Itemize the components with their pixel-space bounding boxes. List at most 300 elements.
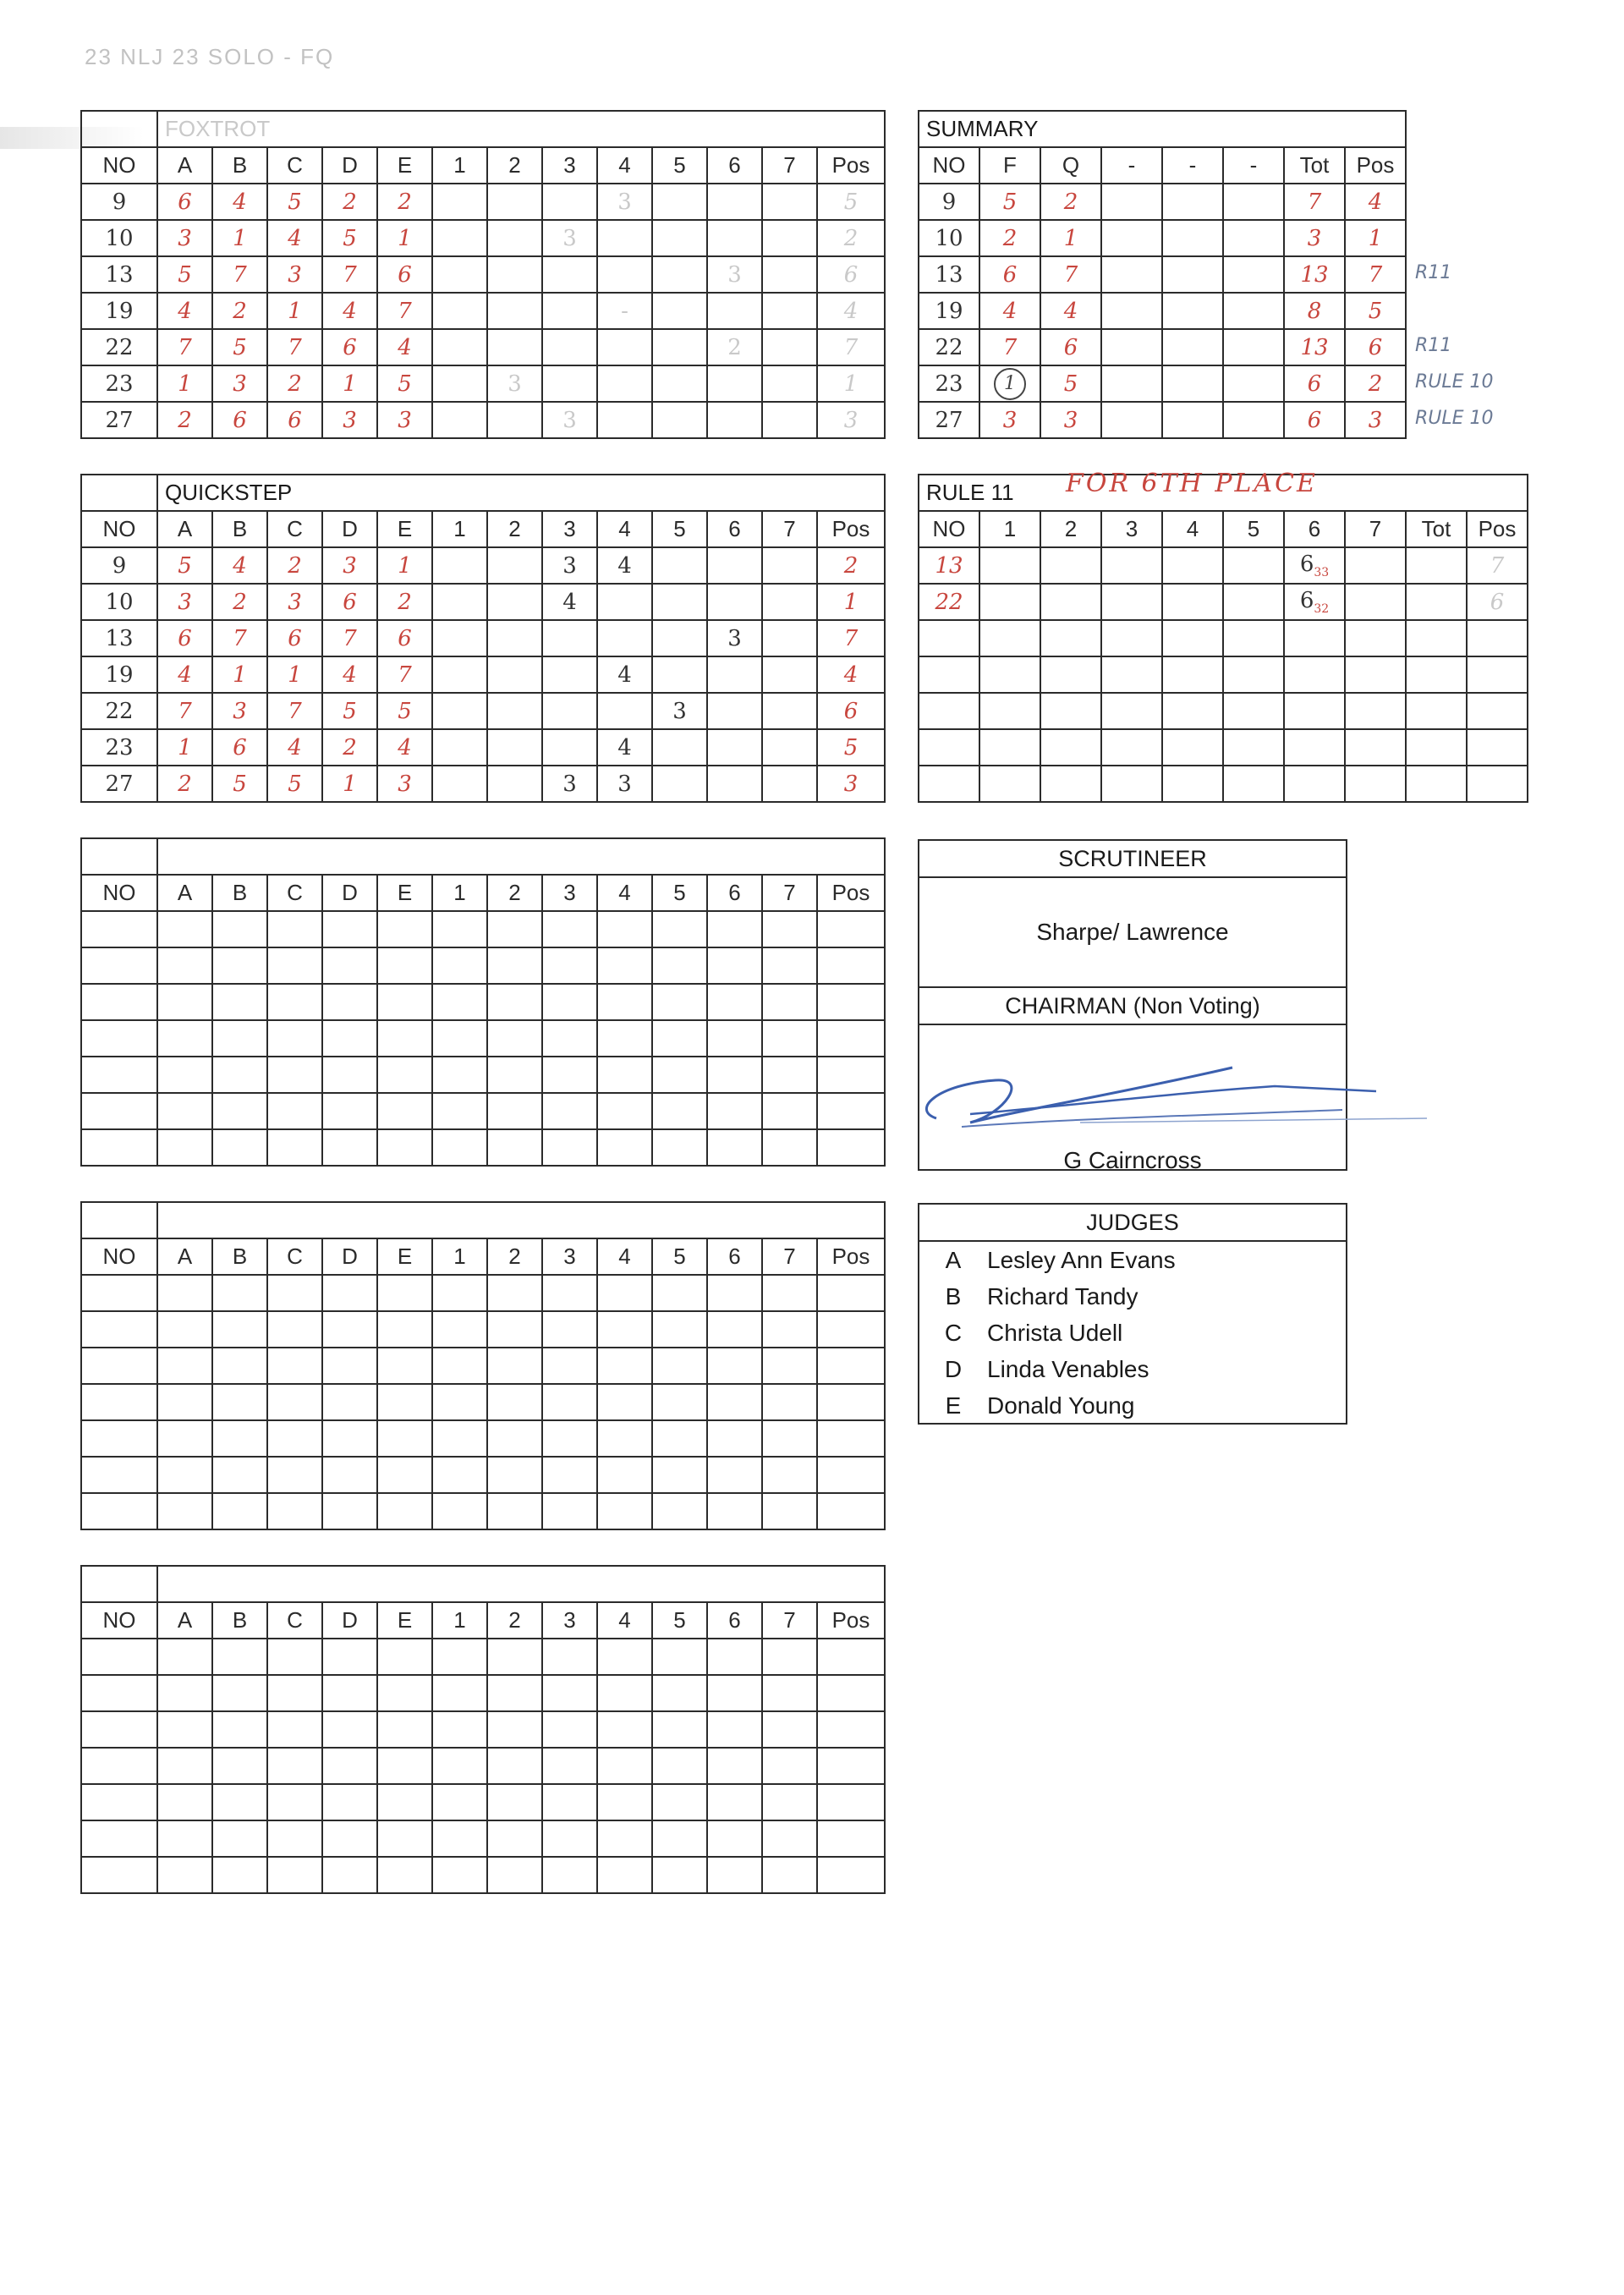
couple-number: 19 xyxy=(81,293,157,329)
chairman-label: CHAIRMAN (Non Voting) xyxy=(919,988,1346,1025)
empty-cell xyxy=(212,1857,267,1893)
empty-cell xyxy=(652,1384,707,1420)
couple-number: 27 xyxy=(919,402,979,438)
empty-cell xyxy=(707,911,762,947)
column-header: B xyxy=(212,1602,267,1639)
place-count xyxy=(762,256,817,293)
judge-mark: 1 xyxy=(157,729,212,766)
foxtrot-table xyxy=(80,110,886,439)
place-count xyxy=(1162,656,1223,693)
empty-cell xyxy=(81,1784,157,1820)
judge-name: Donald Young xyxy=(987,1392,1135,1419)
column-header: 4 xyxy=(597,147,652,184)
judge-mark: 3 xyxy=(157,220,212,256)
foxtrot-place: 7 xyxy=(979,329,1040,365)
judge-mark: 7 xyxy=(267,693,322,729)
position-cell: 2 xyxy=(817,220,885,256)
empty-cell xyxy=(432,1275,487,1311)
empty-cell xyxy=(212,1057,267,1093)
place-count xyxy=(1040,620,1101,656)
empty-cell xyxy=(81,1057,157,1093)
place-count xyxy=(542,729,597,766)
couple-number: 13 xyxy=(919,547,979,584)
empty-cell xyxy=(81,1857,157,1893)
empty-cell xyxy=(597,1748,652,1784)
place-count xyxy=(762,620,817,656)
empty-cell xyxy=(762,1675,817,1711)
empty-cell xyxy=(762,1784,817,1820)
judge-name: Richard Tandy xyxy=(987,1282,1138,1309)
place-count xyxy=(652,584,707,620)
couple-number: 9 xyxy=(81,184,157,220)
empty-title-cell xyxy=(157,838,885,875)
empty-cell xyxy=(762,911,817,947)
empty-cell xyxy=(322,1311,377,1348)
rule11-row xyxy=(919,766,1528,802)
couple-row xyxy=(81,656,885,693)
summary-row xyxy=(919,220,1406,256)
empty-cell xyxy=(157,1275,212,1311)
couple-number: 27 xyxy=(81,402,157,438)
empty-cell xyxy=(267,1348,322,1384)
empty-cell xyxy=(817,1675,885,1711)
column-header: 5 xyxy=(652,511,707,547)
empty-cell xyxy=(432,1093,487,1129)
column-header: F xyxy=(979,147,1040,184)
judge-mark: 5 xyxy=(322,220,377,256)
empty-cell xyxy=(597,1675,652,1711)
place-count xyxy=(979,729,1040,766)
column-header: 2 xyxy=(1040,511,1101,547)
empty-cell xyxy=(157,1493,212,1529)
total-cell xyxy=(1406,729,1467,766)
column-header: E xyxy=(377,511,432,547)
judge-mark: 3 xyxy=(267,584,322,620)
rule11-row xyxy=(919,693,1528,729)
judge-mark: 2 xyxy=(267,365,322,402)
place-count xyxy=(707,547,762,584)
place-count xyxy=(1223,729,1284,766)
empty-cell xyxy=(157,1129,212,1166)
empty-cell xyxy=(487,984,542,1020)
empty-cell xyxy=(157,911,212,947)
summary-row xyxy=(919,293,1406,329)
judge-mark: 3 xyxy=(212,693,267,729)
judge-mark: 2 xyxy=(377,184,432,220)
place-count xyxy=(652,620,707,656)
empty-cell xyxy=(267,1311,322,1348)
column-header: B xyxy=(212,147,267,184)
empty-cell xyxy=(1101,184,1162,220)
empty-cell xyxy=(487,1093,542,1129)
empty-cell xyxy=(432,1311,487,1348)
empty-cell xyxy=(212,1093,267,1129)
total-cell xyxy=(1406,620,1467,656)
place-count xyxy=(1040,766,1101,802)
judge-entry xyxy=(919,1387,1346,1424)
empty-cell xyxy=(707,1493,762,1529)
empty-cell xyxy=(487,1820,542,1857)
empty-cell xyxy=(1101,293,1162,329)
judge-mark: 1 xyxy=(267,293,322,329)
empty-cell xyxy=(81,1093,157,1129)
empty-cell xyxy=(1223,365,1284,402)
judge-mark: 7 xyxy=(212,620,267,656)
total-cell: 13 xyxy=(1284,329,1345,365)
empty-cell xyxy=(432,1384,487,1420)
empty-cell xyxy=(817,1784,885,1820)
empty-cell xyxy=(267,1639,322,1675)
judge-mark: 6 xyxy=(377,256,432,293)
empty-cell xyxy=(322,1384,377,1420)
place-count xyxy=(1040,547,1101,584)
place-count xyxy=(597,256,652,293)
place-count: $6_{32}$ xyxy=(1284,584,1345,620)
empty-cell xyxy=(157,1420,212,1457)
empty-title-cell xyxy=(157,1566,885,1602)
position-cell: 7 xyxy=(1467,547,1528,584)
empty-cell xyxy=(597,1384,652,1420)
empty-cell xyxy=(652,1493,707,1529)
judge-mark: 1 xyxy=(157,365,212,402)
place-count: 3 xyxy=(542,547,597,584)
place-count xyxy=(1223,620,1284,656)
empty-cell xyxy=(377,1275,432,1311)
rule11-row xyxy=(919,656,1528,693)
judge-mark: 7 xyxy=(322,256,377,293)
empty-cell xyxy=(487,1129,542,1166)
blank-row xyxy=(81,984,885,1020)
judge-mark: 1 xyxy=(377,220,432,256)
column-header: NO xyxy=(81,1602,157,1639)
empty-cell xyxy=(157,947,212,984)
dance-title: QUICKSTEP xyxy=(157,475,885,511)
column-header: 6 xyxy=(1284,511,1345,547)
place-count xyxy=(432,693,487,729)
judge-name: Lesley Ann Evans xyxy=(987,1246,1176,1273)
judge-mark: 6 xyxy=(157,184,212,220)
total-cell: 8 xyxy=(1284,293,1345,329)
column-header: B xyxy=(212,511,267,547)
position-cell: 2 xyxy=(817,547,885,584)
judge-mark: 6 xyxy=(322,584,377,620)
column-header: 4 xyxy=(597,511,652,547)
empty-cell xyxy=(377,984,432,1020)
judge-mark: 3 xyxy=(212,365,267,402)
place-count xyxy=(597,584,652,620)
empty-cell xyxy=(542,1129,597,1166)
place-count xyxy=(1345,693,1406,729)
judge-letter: D xyxy=(944,1355,963,1382)
column-header: 3 xyxy=(542,1238,597,1275)
judge-mark: 4 xyxy=(377,729,432,766)
blank-grid-3 xyxy=(80,1565,886,1894)
empty-cell xyxy=(432,1748,487,1784)
empty-cell xyxy=(81,838,157,875)
empty-cell xyxy=(542,1493,597,1529)
final-position: 1 xyxy=(1345,220,1406,256)
empty-cell xyxy=(432,1457,487,1493)
empty-cell xyxy=(597,1129,652,1166)
empty-cell xyxy=(597,1311,652,1348)
empty-cell xyxy=(377,1311,432,1348)
couple-row xyxy=(81,729,885,766)
column-header: 2 xyxy=(487,1602,542,1639)
column-header: 3 xyxy=(1101,511,1162,547)
empty-cell xyxy=(322,1784,377,1820)
total-cell xyxy=(1406,584,1467,620)
position-cell: 1 xyxy=(817,365,885,402)
place-count xyxy=(542,656,597,693)
judge-mark: 4 xyxy=(157,293,212,329)
column-header: 7 xyxy=(762,511,817,547)
empty-cell xyxy=(81,1020,157,1057)
empty-cell xyxy=(652,1675,707,1711)
empty-cell xyxy=(542,1457,597,1493)
position-cell: 4 xyxy=(817,293,885,329)
place-count: 3 xyxy=(487,365,542,402)
judge-mark: 2 xyxy=(267,547,322,584)
empty-cell xyxy=(432,1711,487,1748)
empty-title-cell xyxy=(157,1202,885,1238)
empty-cell xyxy=(762,1384,817,1420)
empty-cell xyxy=(762,1020,817,1057)
empty-cell xyxy=(652,1748,707,1784)
empty-cell xyxy=(377,1384,432,1420)
blank-row xyxy=(81,1493,885,1529)
place-count xyxy=(487,766,542,802)
judge-mark: 2 xyxy=(322,184,377,220)
place-count xyxy=(707,693,762,729)
judge-mark: 7 xyxy=(157,329,212,365)
total-cell xyxy=(1406,656,1467,693)
quickstep-table xyxy=(80,474,886,803)
place-count xyxy=(1223,584,1284,620)
empty-cell xyxy=(487,1493,542,1529)
empty-cell xyxy=(377,1748,432,1784)
judge-letter: B xyxy=(945,1282,962,1309)
empty-cell xyxy=(81,1384,157,1420)
empty-cell xyxy=(487,1420,542,1457)
empty-cell xyxy=(707,984,762,1020)
quickstep-place: 6 xyxy=(1040,329,1101,365)
place-count xyxy=(487,329,542,365)
place-count xyxy=(432,220,487,256)
column-header: 2 xyxy=(487,147,542,184)
empty-cell xyxy=(81,947,157,984)
judge-mark: 1 xyxy=(212,656,267,693)
place-count xyxy=(432,402,487,438)
empty-cell xyxy=(267,1820,322,1857)
empty-cell xyxy=(652,1420,707,1457)
couple-row xyxy=(81,293,885,329)
place-count xyxy=(1040,656,1101,693)
column-header: A xyxy=(157,511,212,547)
total-cell: 7 xyxy=(1284,184,1345,220)
place-count xyxy=(487,256,542,293)
empty-cell xyxy=(597,1784,652,1820)
empty-cell xyxy=(157,1348,212,1384)
final-position: 6 xyxy=(1345,329,1406,365)
empty-cell xyxy=(81,1129,157,1166)
empty-cell xyxy=(1223,293,1284,329)
empty-cell xyxy=(762,1639,817,1675)
rule-note: R11 xyxy=(1415,335,1452,356)
empty-cell xyxy=(597,1020,652,1057)
empty-cell xyxy=(707,1384,762,1420)
place-count: 3 xyxy=(707,256,762,293)
blank-row xyxy=(81,1311,885,1348)
place-count xyxy=(487,402,542,438)
empty-cell xyxy=(377,911,432,947)
judge-mark: 5 xyxy=(157,547,212,584)
judge-mark: 2 xyxy=(157,402,212,438)
empty-cell xyxy=(377,1639,432,1675)
empty-cell xyxy=(762,1711,817,1748)
empty-cell xyxy=(542,1420,597,1457)
column-header: 5 xyxy=(652,1238,707,1275)
final-position: 3 xyxy=(1345,402,1406,438)
place-count xyxy=(652,729,707,766)
judge-mark: 5 xyxy=(377,693,432,729)
column-header: C xyxy=(267,1602,322,1639)
judge-mark: 4 xyxy=(157,656,212,693)
judge-mark: 4 xyxy=(212,184,267,220)
blank-row xyxy=(81,1675,885,1711)
empty-cell xyxy=(1223,256,1284,293)
place-count xyxy=(762,365,817,402)
place-count xyxy=(707,766,762,802)
judge-mark: 1 xyxy=(267,656,322,693)
empty-cell xyxy=(81,1639,157,1675)
place-count xyxy=(1223,693,1284,729)
place-count xyxy=(1101,766,1162,802)
column-header: 2 xyxy=(487,875,542,911)
place-count xyxy=(979,584,1040,620)
final-position: 7 xyxy=(1345,256,1406,293)
couple-number: 19 xyxy=(81,656,157,693)
empty-cell xyxy=(542,1675,597,1711)
place-count xyxy=(707,584,762,620)
empty-cell xyxy=(322,1639,377,1675)
quickstep-place: 1 xyxy=(1040,220,1101,256)
empty-cell xyxy=(322,1675,377,1711)
empty-cell xyxy=(817,1384,885,1420)
empty-cell xyxy=(267,1420,322,1457)
blank-table xyxy=(80,1201,886,1530)
quickstep-panel xyxy=(80,474,886,803)
empty-cell xyxy=(542,1711,597,1748)
empty-cell xyxy=(267,1057,322,1093)
empty-cell xyxy=(322,1420,377,1457)
place-count xyxy=(487,220,542,256)
empty-cell xyxy=(432,1675,487,1711)
couple-number: 22 xyxy=(81,329,157,365)
place-count xyxy=(762,184,817,220)
position-cell: 5 xyxy=(817,729,885,766)
place-count xyxy=(1040,584,1101,620)
empty-cell xyxy=(762,1420,817,1457)
judge-mark: 4 xyxy=(267,729,322,766)
empty-cell xyxy=(817,1639,885,1675)
place-count xyxy=(542,256,597,293)
column-header: Pos xyxy=(817,1602,885,1639)
place-count xyxy=(1040,693,1101,729)
empty-cell xyxy=(652,984,707,1020)
place-count xyxy=(542,184,597,220)
column-header: A xyxy=(157,875,212,911)
blank-row xyxy=(81,1275,885,1311)
place-count xyxy=(762,729,817,766)
place-count xyxy=(652,402,707,438)
empty-cell xyxy=(157,1639,212,1675)
empty-cell xyxy=(487,1675,542,1711)
place-count xyxy=(432,729,487,766)
empty-cell xyxy=(1223,220,1284,256)
column-header: NO xyxy=(81,147,157,184)
empty-cell xyxy=(542,1748,597,1784)
place-count xyxy=(432,365,487,402)
empty-cell xyxy=(212,1129,267,1166)
empty-cell xyxy=(81,1311,157,1348)
empty-cell xyxy=(1101,365,1162,402)
judge-mark: 6 xyxy=(377,620,432,656)
column-header: 7 xyxy=(762,1238,817,1275)
couple-row xyxy=(81,329,885,365)
place-count xyxy=(487,656,542,693)
column-header: 4 xyxy=(597,875,652,911)
column-header: 3 xyxy=(542,147,597,184)
place-count xyxy=(707,293,762,329)
rule11-title: RULE 11 xyxy=(919,475,1528,511)
empty-cell xyxy=(1101,256,1162,293)
empty-cell xyxy=(762,947,817,984)
place-count xyxy=(1284,693,1345,729)
judge-mark: 3 xyxy=(267,256,322,293)
empty-cell xyxy=(377,1711,432,1748)
empty-cell xyxy=(597,1093,652,1129)
blank-row xyxy=(81,1348,885,1384)
place-count xyxy=(432,184,487,220)
empty-cell xyxy=(432,1784,487,1820)
empty-cell xyxy=(432,984,487,1020)
place-count xyxy=(1162,766,1223,802)
empty-cell xyxy=(707,1639,762,1675)
empty-cell xyxy=(267,947,322,984)
position-cell: 7 xyxy=(817,620,885,656)
empty-cell xyxy=(762,984,817,1020)
empty-cell xyxy=(652,911,707,947)
column-header: D xyxy=(322,875,377,911)
empty-cell xyxy=(212,1311,267,1348)
empty-cell xyxy=(157,1675,212,1711)
couple-number: 13 xyxy=(81,256,157,293)
empty-cell xyxy=(157,1057,212,1093)
empty-cell xyxy=(762,1457,817,1493)
blank-row xyxy=(81,1129,885,1166)
place-count xyxy=(762,584,817,620)
column-header: B xyxy=(212,1238,267,1275)
judge-mark: 2 xyxy=(157,766,212,802)
empty-cell xyxy=(597,1457,652,1493)
total-cell xyxy=(1406,766,1467,802)
place-count xyxy=(432,293,487,329)
empty-cell xyxy=(377,1857,432,1893)
empty-cell xyxy=(707,1457,762,1493)
empty-cell xyxy=(597,1711,652,1748)
place-count xyxy=(1345,729,1406,766)
empty-cell xyxy=(322,1129,377,1166)
